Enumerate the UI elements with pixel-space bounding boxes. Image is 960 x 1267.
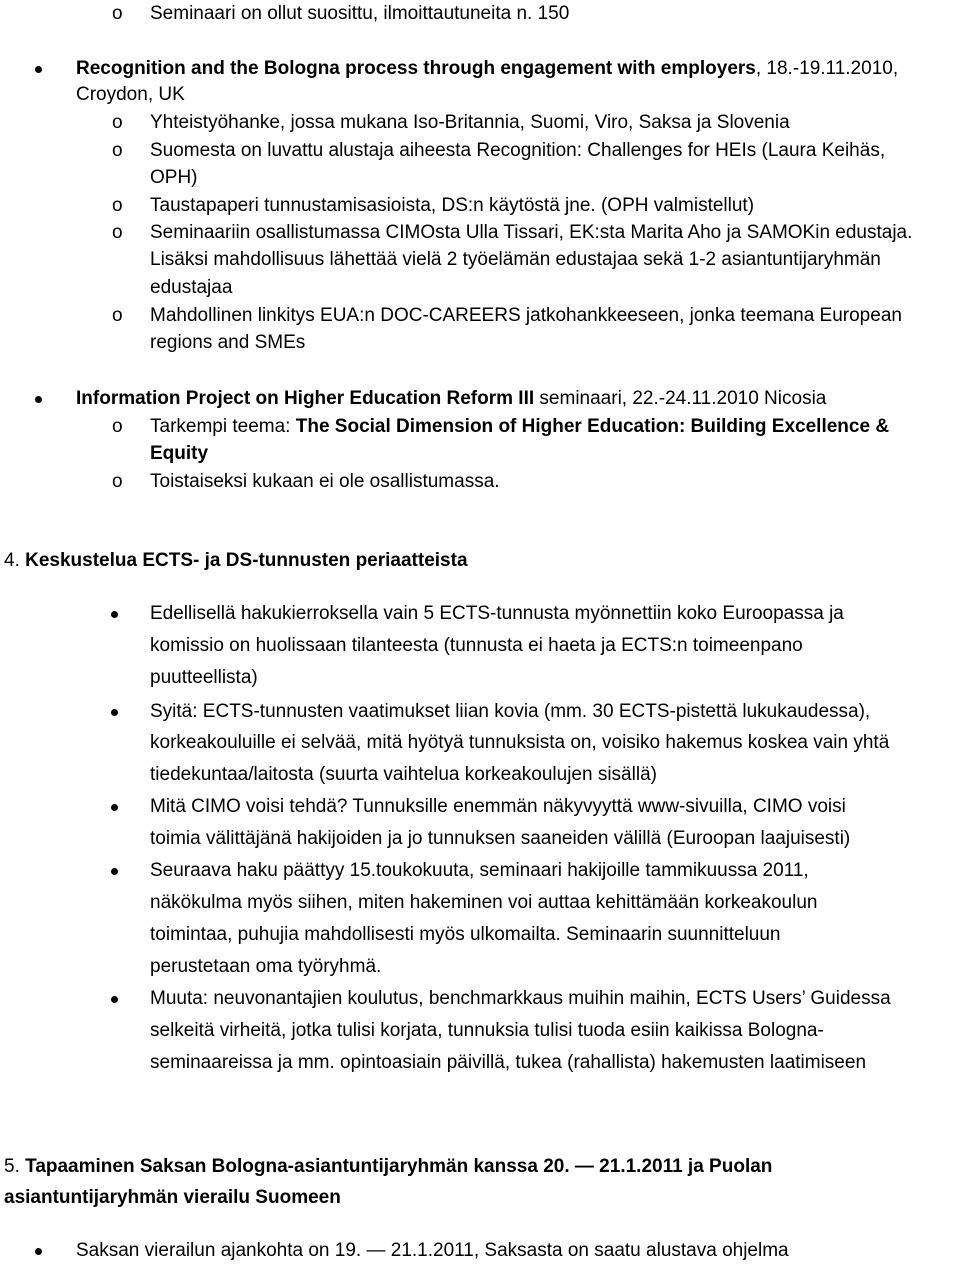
list-item-cont: Lisäksi mahdollisuus lähettää vielä 2 työelämän edustajaa sekä 1-2 asiantuntijaryhmän [150, 249, 881, 270]
list-item: Muuta: neuvonantajien koulutus, benchmarkkaus muihin maihin, ECTS Users’ Guidessa [150, 988, 891, 1009]
sub-bullet-marker: o [112, 471, 123, 492]
sub-bullet-marker: o [112, 112, 123, 133]
list-item-cont: edustajaa [150, 277, 233, 298]
section-heading-cont [4, 1187, 341, 1209]
sub-bullet-marker: o [112, 416, 123, 437]
list-item-cont: regions and SMEs [150, 332, 306, 353]
event-date: seminaari, 22.-24.11.2010 Nicosia [534, 388, 827, 409]
list-item: Edellisellä hakukierroksella vain 5 ECTS-tunnusta myönnettiin koko Euroopassa ja [150, 603, 844, 624]
list-item: Yhteistyöhanke, jossa mukana Iso-Britannia, Suomi, Viro, Saksa ja Slovenia [150, 112, 790, 133]
list-item-cont: puutteellista) [150, 667, 258, 688]
list-item-cont: tiedekuntaa/laitosta (suurta vaihtelua korkeakoulujen sisällä) [150, 764, 657, 785]
sub-bullet-marker: o [112, 3, 123, 24]
bullet-marker [111, 996, 118, 1003]
list-item-cont: komissio on huolissaan tilanteesta (tunnusta ei haeta ja ECTS:n toimeenpano [150, 635, 803, 656]
list-item-cont: näkökulma myös siihen, miten hakeminen voi auttaa kehittämään korkeakoulun [150, 892, 818, 913]
list-item-cont: selkeitä virheitä, jotka tulisi korjata, tunnuksia tulisi tuoda esiin kaikissa Bologna- [150, 1020, 824, 1041]
list-item-cont: perustetaan oma työryhmä. [150, 956, 382, 977]
bullet-marker [35, 66, 42, 73]
theme-prefix: Tarkempi teema: [150, 416, 296, 437]
event-title: Recognition and the Bologna process through engagement with employers [76, 58, 756, 79]
bullet-marker [111, 868, 118, 875]
event-place: Croydon, UK [76, 84, 185, 105]
list-item: Seminaari on ollut suosittu, ilmoittautuneita n. 150 [150, 3, 570, 24]
bullet-marker [35, 396, 42, 403]
list-item [76, 388, 826, 410]
section-title: Keskustelua ECTS- ja DS-tunnusten periaatteista [25, 550, 468, 571]
list-item [76, 58, 898, 80]
list-item: Seminaariin osallistumassa CIMOsta Ulla Tissari, EK:sta Marita Aho ja SAMOKin edustaja. [150, 222, 913, 243]
list-item-cont: seminaareissa ja mm. opintoasiain päivillä, tukea (rahallista) hakemusten laatimiseen [150, 1052, 867, 1073]
event-title: Information Project on Higher Education Reform III [76, 388, 535, 409]
sub-bullet-marker: o [112, 222, 123, 243]
section-number: 4. [4, 550, 26, 571]
list-item-cont: toimia välittäjänä hakijoiden ja jo tunnuksen saaneiden välillä (Euroopan laajuisesti) [150, 828, 851, 849]
event-date: , 18.-19.11.2010, [755, 58, 899, 79]
bullet-marker [111, 709, 118, 716]
list-item: Seuraava haku päättyy 15.toukokuuta, seminaari hakijoille tammikuussa 2011, [150, 860, 809, 881]
list-item-cont: OPH) [150, 167, 198, 188]
section-number: 5. [4, 1156, 26, 1177]
sub-bullet-marker: o [112, 305, 123, 326]
list-item [150, 416, 889, 438]
theme-title: The Social Dimension of Higher Education: Building Excellence & [295, 416, 890, 437]
theme-title-cont: Equity [150, 443, 209, 464]
list-item: Syitä: ECTS-tunnusten vaatimukset liian kovia (mm. 30 ECTS-pistettä lukukaudessa), [150, 701, 871, 722]
list-item-cont: toimintaa, puhujia mahdollisesti myös ulkomailta. Seminaarin suunnitteluun [150, 924, 781, 945]
bullet-marker [35, 1248, 42, 1255]
section-heading [4, 1156, 772, 1178]
section-title-cont: asiantuntijaryhmän vierailu Suomeen [4, 1187, 341, 1208]
section-heading [4, 550, 468, 572]
sub-bullet-marker: o [112, 195, 123, 216]
sub-bullet-marker: o [112, 140, 123, 161]
section-title: Tapaaminen Saksan Bologna-asiantuntijaryhmän kanssa 20. — 21.1.2011 ja Puolan [25, 1156, 773, 1177]
list-item: Mitä CIMO voisi tehdä? Tunnuksille enemmän näkyvyyttä www-sivuilla, CIMO voisi [150, 796, 846, 817]
list-item-cont [150, 443, 208, 465]
list-item: Mahdollinen linkitys EUA:n DOC-CAREERS jatkohankkeeseen, jonka teemana European [150, 305, 902, 326]
list-item: Taustapaperi tunnustamisasioista, DS:n käytöstä jne. (OPH valmistellut) [150, 195, 755, 216]
list-item: Toistaiseksi kukaan ei ole osallistumassa. [150, 471, 500, 492]
bullet-marker [111, 804, 118, 811]
list-item: Saksan vierailun ajankohta on 19. — 21.1.2011, Saksasta on saatu alustava ohjelma [76, 1240, 789, 1261]
list-item: Suomesta on luvattu alustaja aiheesta Recognition: Challenges for HEIs (Laura Keihäs, [150, 140, 886, 161]
bullet-marker [111, 611, 118, 618]
list-item-cont: korkeakouluille ei selvää, mitä hyötyä tunnuksista on, voisiko hakemus koskea vain yhtä [150, 732, 890, 753]
